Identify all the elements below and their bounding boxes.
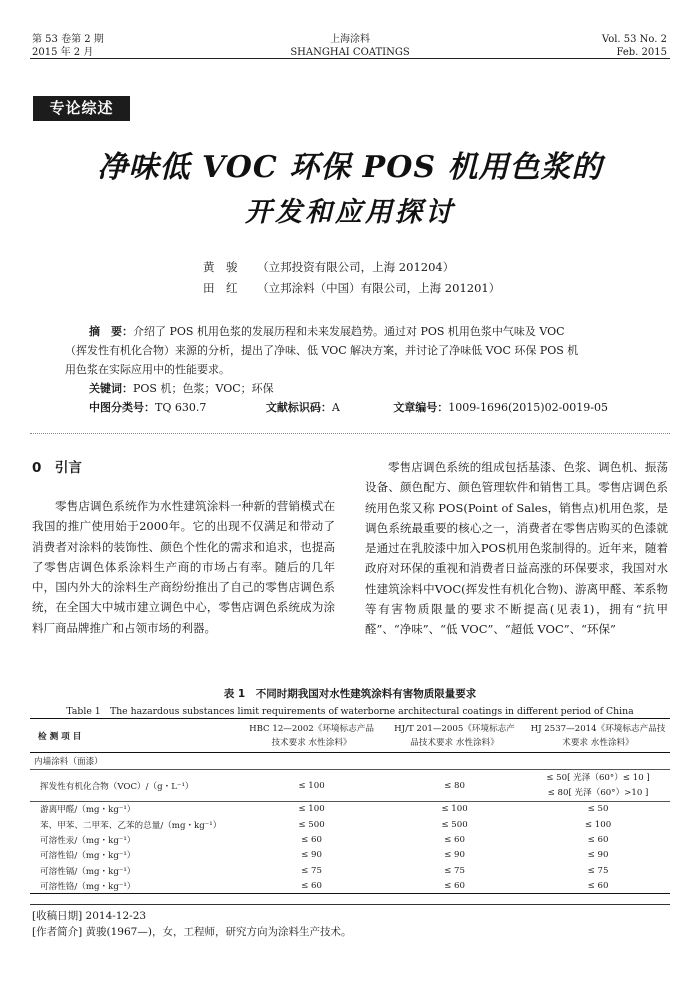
header-volume: [602, 33, 667, 59]
clc-label: 中图分类号：: [89, 401, 155, 414]
table-cell: ≤ 90: [444, 850, 465, 861]
doc-code-value: A: [331, 401, 340, 414]
section-heading: 0 引言: [32, 460, 82, 476]
article-no-label: 文章编号：: [393, 401, 449, 414]
header-journal-en: SHANGHAI COATINGS: [290, 47, 410, 58]
author-1: [203, 259, 454, 275]
intro-paragraph-left: 零售店调色系统作为水性建筑涂料一种新的营销模式在我国的推广使用始于2000年。它的出现不仅满足和带动了消费者对涂料的装饰性、颜色个性化的需求和追求，也提高了零售店调色体系涂料生产商的市场占有率。随后的几年中，国内外大的涂料生产商纷纷推出了自己的零售店调色系统，在全国大中城市建立调色中心，零售店调色系统成为涂料厂商品牌推广和占领市场的利器。: [32, 499, 335, 635]
author-name: 黄 骏: [203, 260, 238, 274]
table-cell-item: 可溶性汞/（mg・kg⁻¹）: [40, 835, 136, 846]
table-cell: ≤ 60: [444, 880, 465, 891]
article-title-line1: 净味低 VOC 环保 POS 机用色浆的: [97, 150, 603, 185]
keywords-label: 关键词：: [89, 382, 133, 395]
table-cell: ≤ 75: [301, 865, 322, 876]
abstract-text-1: 介绍了 POS 机用色浆的发展历程和未来发展趋势。通过对 POS 机用色浆中气味及 VOC: [133, 325, 565, 338]
author-affiliation: （立邦涂料（中国）有限公司，上海 201201）: [257, 281, 501, 295]
table-cell: ≤ 100: [441, 804, 468, 815]
table-cell: ≤ 60: [301, 834, 322, 845]
header-journal: [200, 33, 500, 59]
header-date-cn: 2015 年 2 月: [32, 47, 94, 58]
table-cell-item: 可溶性铬/（mg・kg⁻¹）: [40, 881, 136, 892]
table-cell: ≤ 60: [587, 880, 609, 891]
table-row: [30, 848, 670, 863]
classification-line: [65, 398, 645, 417]
header-volume-en: Vol. 53 No. 2: [601, 34, 667, 45]
table-cell: ≤ 100: [298, 780, 325, 791]
table-row: [30, 878, 670, 893]
section-tag: 专论综述: [33, 96, 130, 121]
author-bio: [作者简介] 黄骏(1967—)，女，工程师，研究方向为涂料生产技术。: [32, 926, 352, 938]
author-2: [203, 280, 500, 296]
table-cell: ≤ 80: [444, 780, 465, 791]
table-row: [30, 770, 670, 802]
table-row: [30, 832, 670, 847]
table-group-label: 内墙涂料（面漆）: [34, 757, 103, 767]
intro-paragraph-right: 零售店调色系统的组成包括基漆、色浆、调色机、振荡设备、颜色配方、颜色管理软件和销售工具。零售店调色系统用色浆又称 POS(Point of Sales，销售点)机用色浆，是调色系统最重要的核心之一，消费者在零售店购买的色漆就是通过在乳胶漆中加入POS机用色浆制得的。近年来，随着政府对环保的重视和消费者日益高涨的环保要求，我国对水性建筑涂料中VOC(挥发性有机化合物)、游离甲醛、苯系物等有害物质限量的要求不断提高(见表1)，拥有“抗甲醛”、“净味”、“低 VOC”、“超低 VOC”、“环保”: [365, 460, 668, 637]
footnote-rule: [30, 904, 670, 905]
table-col-hj: HJ 2537—2014《环境标志产品技 术要求 水性涂料》: [530, 723, 666, 748]
table-cell: ≤ 90: [587, 850, 609, 861]
table-col-hjt: HJ/T 201—2005《环境标志产 品技术要求 水性涂料》: [394, 723, 515, 748]
header-issue: [32, 33, 104, 59]
table-cell: ≤ 50[ 光泽（60°）≤ 10 ] ≤ 80[ 光泽（60°）>10 ]: [546, 772, 650, 798]
table-cell: ≤ 60: [301, 880, 322, 891]
table-col-hbc: HBC 12—2002《环境标志产品 技术要求 水性涂料》: [249, 723, 374, 748]
abstract: [65, 322, 645, 417]
abstract-text-2: （挥发性有机化合物）来源的分析，提出了净味、低 VOC 解决方案，并讨论了净味低 VOC 环保 POS 机: [65, 344, 579, 357]
author-name: 田 红: [203, 281, 238, 295]
article-no-value: 1009-1696(2015)02-0019-05: [448, 401, 609, 414]
table-cell: ≤ 75: [444, 865, 465, 876]
left-column: [32, 496, 335, 638]
abstract-line1: [65, 322, 645, 341]
limits-table: [30, 718, 670, 894]
table-col-item: 检 测 项 目: [38, 731, 82, 742]
article-title-line2: 开发和应用探讨: [245, 197, 455, 228]
table-row: [30, 863, 670, 878]
table-caption-en: Table 1 The hazardous substances limit requirements of waterborne architectural coatings in different period of China: [66, 706, 634, 717]
table-cell: ≤ 75: [587, 865, 609, 876]
header-rule: [30, 58, 670, 59]
keywords-value: POS 机；色浆；VOC；环保: [133, 382, 274, 395]
header-journal-cn: 上海涂料: [330, 34, 370, 45]
footnotes: [32, 908, 351, 940]
table-cell: ≤ 500: [441, 819, 468, 830]
table-cell-item: 可溶性铅/（mg・kg⁻¹）: [40, 851, 136, 862]
table-cell: ≤ 100: [584, 819, 612, 830]
table-row: [30, 802, 670, 817]
table-cell: ≤ 60: [587, 834, 609, 845]
clc-value: TQ 630.7: [155, 401, 207, 414]
table-cell: ≤ 100: [298, 804, 325, 815]
header-volume-cn: 第 53 卷第 2 期: [32, 34, 104, 45]
table-cell: ≤ 60: [444, 834, 465, 845]
table-cell-item: 苯、甲苯、二甲苯、乙苯的总量/（mg・kg⁻¹）: [40, 820, 222, 831]
author-affiliation: （立邦投资有限公司，上海 201204）: [257, 260, 455, 274]
header-date-en: Feb. 2015: [616, 47, 667, 58]
table-cell: ≤ 500: [298, 819, 325, 830]
table-cell-item: 挥发性有机化合物（VOC）/（g・L⁻¹）: [40, 781, 194, 792]
table-cell: ≤ 90: [301, 850, 322, 861]
table-row: [30, 817, 670, 832]
abstract-label: 摘 要：: [89, 325, 133, 338]
abstract-separator: [30, 433, 670, 434]
table-cell: ≤ 50: [587, 804, 609, 815]
table-group-row: [30, 753, 670, 770]
table-cell-item: 可溶性镉/（mg・kg⁻¹）: [40, 866, 136, 877]
table-cell-item: 游离甲醛/（mg・kg⁻¹）: [40, 805, 136, 816]
received-date: [收稿日期] 2014-12-23: [32, 910, 147, 922]
keywords: [65, 379, 645, 398]
right-column: [365, 457, 668, 640]
abstract-text-3: 用色浆在实际应用中的性能要求。: [65, 363, 230, 376]
table-caption-cn: 表 1 不同时期我国对水性建筑涂料有害物质限量要求: [223, 688, 477, 700]
doc-code-label: 文献标识码：: [265, 401, 332, 414]
table-header-row: [30, 719, 670, 753]
